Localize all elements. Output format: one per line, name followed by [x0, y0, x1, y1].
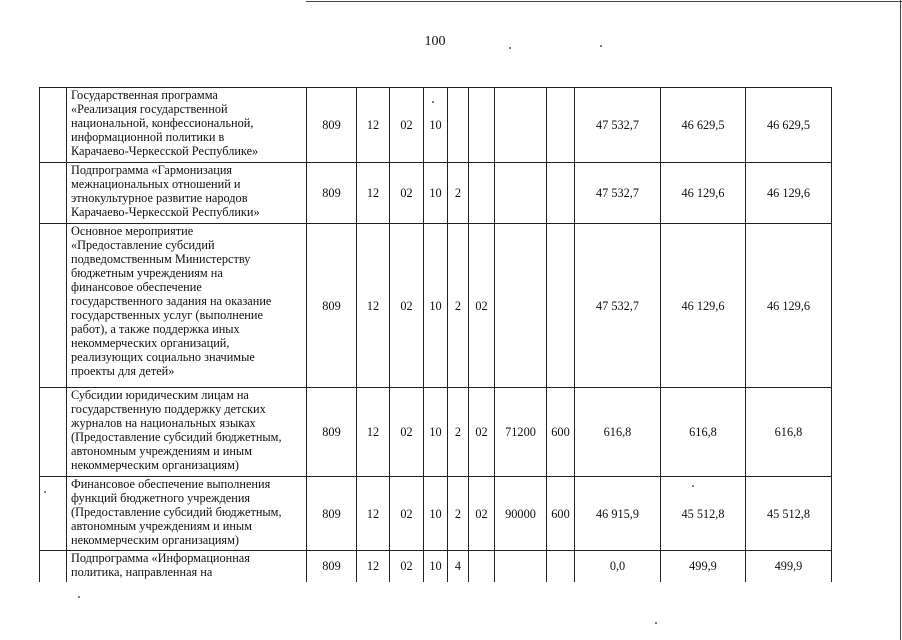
scan-speck — [600, 45, 602, 47]
item-name: Финансовое обеспечение выполнения функций бюджетного учреждения (Предоставление субсидий бюджетным, автономным учреждениям и иным некоммерческим организациям) — [67, 477, 307, 551]
amount-year-1: 47 532,7 — [575, 224, 661, 388]
subprogram-code: 4 — [448, 551, 469, 582]
budget-table — [39, 87, 832, 582]
expense-type-code — [547, 224, 575, 388]
ved-code: 809 — [307, 163, 357, 224]
scan-speck — [655, 622, 657, 624]
amount-year-1: 47 532,7 — [575, 163, 661, 224]
table-row — [40, 224, 832, 388]
table-row — [40, 477, 832, 551]
amount-year-2: 46 629,5 — [661, 88, 746, 163]
activity-code: 02 — [469, 388, 495, 477]
section-code: 12 — [357, 224, 390, 388]
item-name: Государственная программа «Реализация государственной национальной, конфессиональной, информационной политики в Карачаево-Черкесской Республике» — [67, 88, 307, 163]
ved-code: 809 — [307, 224, 357, 388]
amount-year-1: 0,0 — [575, 551, 661, 582]
direction-code — [495, 163, 547, 224]
amount-year-2: 45 512,8 — [661, 477, 746, 551]
program-code: 10 — [424, 163, 448, 224]
subprogram-code: 2 — [448, 163, 469, 224]
amount-year-1: 46 915,9 — [575, 477, 661, 551]
program-code: 10 — [424, 551, 448, 582]
program-code: 10 — [424, 224, 448, 388]
section-code: 12 — [357, 551, 390, 582]
subsection-code: 02 — [390, 477, 424, 551]
row-number-cell — [40, 388, 67, 477]
row-number-cell — [40, 163, 67, 224]
section-code: 12 — [357, 477, 390, 551]
amount-year-1: 47 532,7 — [575, 88, 661, 163]
amount-year-2: 46 129,6 — [661, 163, 746, 224]
amount-year-3: 46 129,6 — [746, 224, 832, 388]
direction-code — [495, 551, 547, 582]
subsection-code: 02 — [390, 224, 424, 388]
program-code: 10 — [424, 88, 448, 163]
direction-code — [495, 88, 547, 163]
subsection-code: 02 — [390, 163, 424, 224]
item-name: Подпрограмма «Информационная политика, направленная на — [67, 551, 307, 582]
section-code: 12 — [357, 88, 390, 163]
scan-speck — [509, 47, 511, 49]
amount-year-3: 46 129,6 — [746, 163, 832, 224]
subprogram-code: 2 — [448, 388, 469, 477]
amount-year-3: 499,9 — [746, 551, 832, 582]
subsection-code: 02 — [390, 88, 424, 163]
activity-code — [469, 551, 495, 582]
direction-code: 71200 — [495, 388, 547, 477]
scan-top-edge — [306, 1, 902, 2]
amount-year-2: 499,9 — [661, 551, 746, 582]
ved-code: 809 — [307, 88, 357, 163]
amount-year-3: 616,8 — [746, 388, 832, 477]
ved-code: 809 — [307, 551, 357, 582]
amount-year-3: 46 629,5 — [746, 88, 832, 163]
table-row — [40, 88, 832, 163]
table-row — [40, 388, 832, 477]
table-row — [40, 163, 832, 224]
ved-code: 809 — [307, 477, 357, 551]
page-number: 100 — [424, 34, 446, 49]
expense-type-code: 600 — [547, 388, 575, 477]
amount-year-2: 46 129,6 — [661, 224, 746, 388]
activity-code: 02 — [469, 477, 495, 551]
item-name: Основное мероприятие «Предоставление субсидий подведомственным Министерству бюджетным учреждениям на финансовое обеспечение государственного задания на оказание государственных услуг (выполнение работ), а также поддержка иных некоммерческих организаций, реализующих социально значимые проекты для детей» — [67, 224, 307, 388]
amount-year-3: 45 512,8 — [746, 477, 832, 551]
program-code: 10 — [424, 477, 448, 551]
expense-type-code: 600 — [547, 477, 575, 551]
activity-code — [469, 163, 495, 224]
subprogram-code: 2 — [448, 224, 469, 388]
subprogram-code: 2 — [448, 477, 469, 551]
expense-type-code — [547, 163, 575, 224]
row-number-cell — [40, 224, 67, 388]
expense-type-code — [547, 88, 575, 163]
row-number-cell — [40, 88, 67, 163]
activity-code — [469, 88, 495, 163]
amount-year-1: 616,8 — [575, 388, 661, 477]
table-row — [40, 551, 832, 582]
amount-year-2: 616,8 — [661, 388, 746, 477]
item-name: Субсидии юридическим лицам на государственную поддержку детских журналов на национальных языках (Предоставление субсидий бюджетным, автономным учреждениям и иным некоммерческим организациям) — [67, 388, 307, 477]
ved-code: 809 — [307, 388, 357, 477]
expense-type-code — [547, 551, 575, 582]
row-number-cell — [40, 477, 67, 551]
item-name: Подпрограмма «Гармонизация межнациональных отношений и этнокультурное развитие народов Карачаево-Черкесской Республики» — [67, 163, 307, 224]
program-code: 10 — [424, 388, 448, 477]
activity-code: 02 — [469, 224, 495, 388]
scan-right-edge — [900, 0, 901, 640]
row-number-cell — [40, 551, 67, 582]
subsection-code: 02 — [390, 551, 424, 582]
direction-code: 90000 — [495, 477, 547, 551]
direction-code — [495, 224, 547, 388]
section-code: 12 — [357, 388, 390, 477]
subprogram-code — [448, 88, 469, 163]
scan-speck — [78, 596, 80, 598]
subsection-code: 02 — [390, 388, 424, 477]
section-code: 12 — [357, 163, 390, 224]
